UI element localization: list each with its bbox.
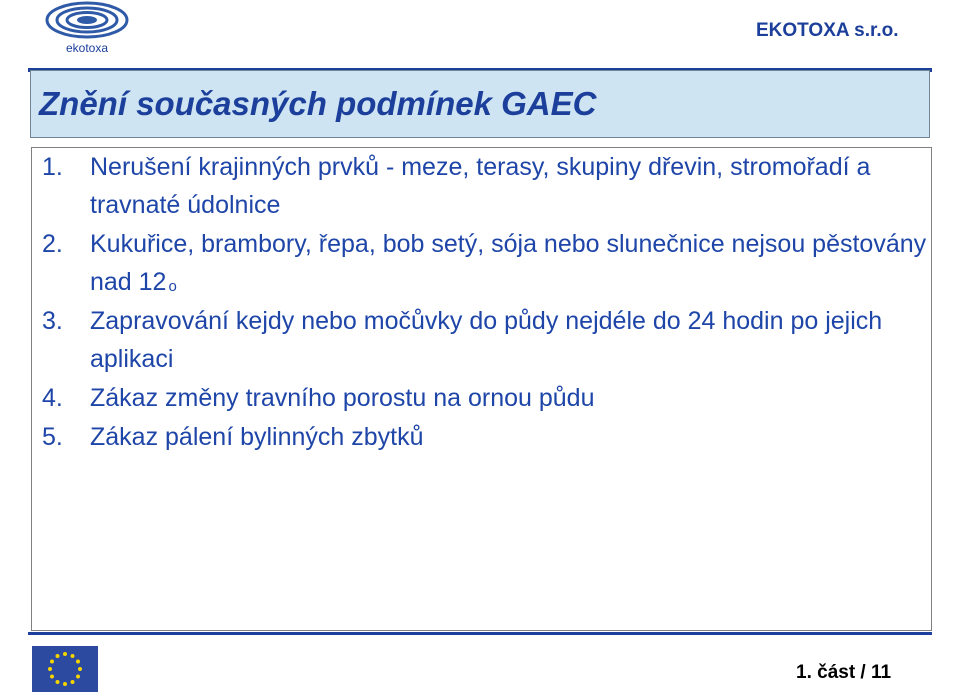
item-number: 4. [42, 384, 63, 412]
condition-list [32, 148, 950, 457]
eu-star-icon [56, 680, 60, 684]
eu-star-icon [63, 652, 67, 656]
title-box [30, 70, 930, 138]
item-text: Nerušení krajinných prvků - meze, terasy, skupiny dřevin, stromořadí a travnaté údolnice [90, 153, 871, 219]
eu-star-icon [76, 660, 80, 664]
eu-star-icon [48, 667, 52, 671]
item-number: 3. [42, 307, 63, 335]
item-text: Kukuřice, brambory, řepa, bob setý, sója nebo slunečnice nejsou pěstovány nad 12 [90, 230, 927, 296]
eu-flag-icon [32, 646, 98, 692]
eu-star-icon [76, 675, 80, 679]
page-indicator: 1. část / 11 [796, 662, 892, 683]
item-text: Zákaz pálení bylinných zbytků [90, 423, 424, 451]
slide-title: Znění současných podmínek GAEC [39, 85, 597, 122]
list-item [32, 148, 950, 224]
eu-star-icon [71, 680, 75, 684]
company-name: EKOTOXA s.r.o. [756, 20, 899, 41]
list-item [32, 379, 950, 417]
logo-text: ekotoxa [65, 41, 109, 55]
item-number: 1. [42, 153, 63, 181]
item-text: Zákaz změny travního porostu na ornou půdu [90, 384, 595, 412]
list-item [32, 302, 950, 378]
eu-star-icon [63, 682, 67, 686]
eu-star-icon [78, 667, 82, 671]
company-logo [38, 0, 136, 56]
eu-star-icon [71, 654, 75, 658]
degree-superscript: o [168, 278, 177, 295]
eu-star-icon [56, 654, 60, 658]
content-box [31, 147, 932, 631]
eu-star-icon [50, 660, 54, 664]
footer-divider [28, 632, 932, 635]
item-number: 5. [42, 423, 63, 451]
item-number: 2. [42, 230, 63, 258]
list-item [32, 225, 950, 301]
eu-star-icon [50, 675, 54, 679]
list-item [32, 418, 950, 456]
item-text: Zapravování kejdy nebo močůvky do půdy nejdéle do 24 hodin po jejich aplikaci [90, 307, 883, 373]
